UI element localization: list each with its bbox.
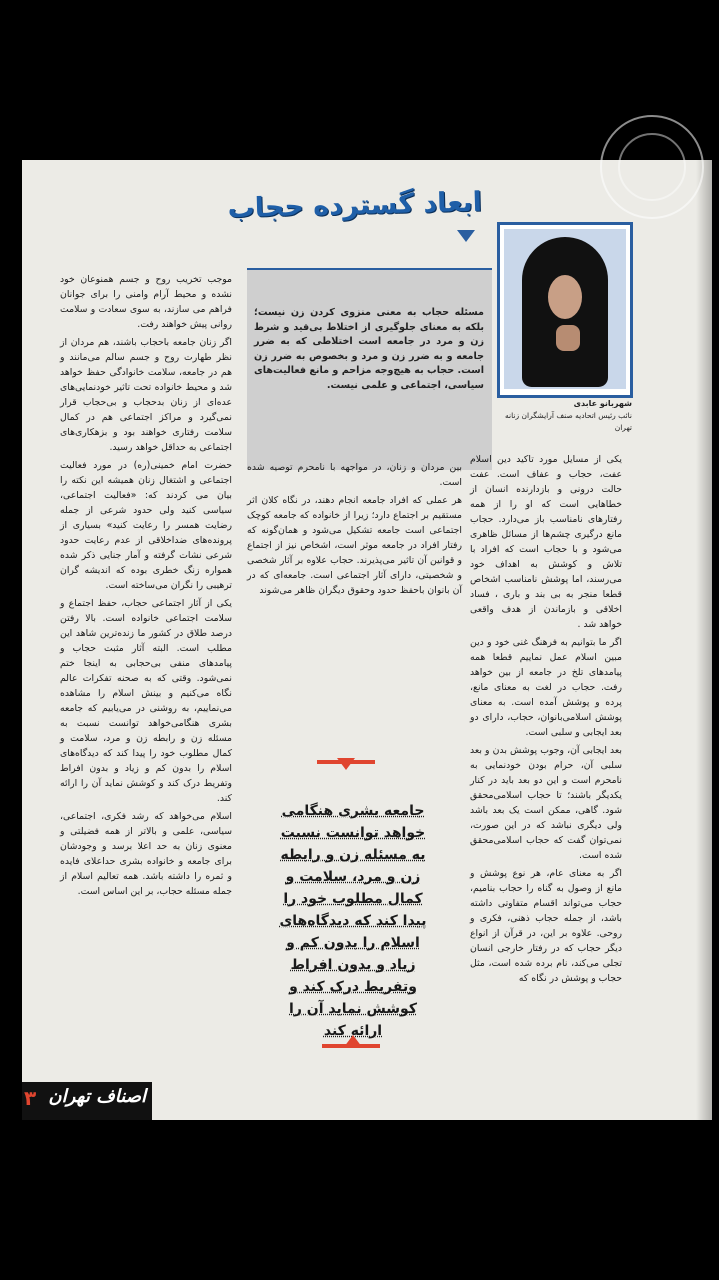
paragraph: موجب تخریب روح و جسم همنوعان خود نشده و محیط آرام وامنی را برای جوانان فراهم می سازند، به سوی سعادت و سلامت روانی پیش خواهند رفت. bbox=[60, 274, 232, 330]
paragraph: اسلام می‌خواهد که رشد فکری، اجتماعی، سیاسی، علمی و بالاتر از همه فضیلتی و معنوی زنان به حد اعلا برسد و وجودشان برای جامعه و خانواده بشری حداعلای فایده و ثمره را داشته باشد. همه تعالیم اسلام از جمله مسئله حجاب، بر این اساس است. bbox=[60, 811, 232, 897]
article-title: ابعاد گسترده حجاب bbox=[227, 186, 483, 225]
paragraph: اگر به معنای عام، هر نوع پوشش و مانع از وصول به گناه را حجاب بنامیم، حجاب می‌تواند اقسام متفاوتی داشته باشد، از جمله حجاب ذهنی، فکری و روحی. علاوه بر این، در قرآن از انواع دیگر حجاب که در رفتار خارجی انسان تجلی می‌کند، نام برده شده است، مثل حجاب و پوشش در نگاه که bbox=[470, 868, 622, 984]
magazine-page bbox=[22, 160, 712, 1120]
pull-quote-text: جامعه بشری هنگامی خواهد توانست نسبت به مسئله زن و رابطه زن و مرد، سلامت و کمال مطلوب خود را پیدا کند که دیدگاه‌های اسلام را بدون کم و زیاد و بدون افراط وتفریط درک کند و کوشش نماید آن را ارائه کند bbox=[279, 803, 427, 1039]
paragraph: اگر زنان جامعه باحجاب باشند، هم مردان از نظر طهارت روح و جسم سالم می‌مانند و هم در جامعه، سلامت خانوادگی حفظ خواهد شد و محیط خانواده تحت تاثیر خودنمایی‌های عده‌ای از زنان بدحجاب و بی‌حجاب قرار نمی‌گیرد و مراکز اجتماعی هم در کمال سلامت رفتاری خواهند بود و بزهکاری‌های اجتماعی به حداقل خواهد رسید. bbox=[60, 337, 232, 453]
paragraph: یکی از آثار اجتماعی حجاب، حفظ اجتماع و سلامت اجتماعی خانواده است. بالا رفتن درصد طلاق در کشور ما زنده‌ترین شاهد این مطلب است. البته آثار مثبت حجاب و پیامدهای منفی بی‌حجابی به اینجا ختم نمی‌شود. وقتی که به صحنه تفکرات عالم نگاه می‌کنیم و بینش اسلام را مشاهده می‌نماییم، به روشنی در می‌یابیم که جامعه بشری هنگامی‌خواهد توانست نسبت به مسئله زن و رابطه زن و مرد، سلامت و کمال مطلوب خود را پیدا کند که دیدگاه‌های اسلام را بدون کم و زیاد و بدون افراط وتفریط درک کند و کوشش نماید آن را ارائه کند. bbox=[60, 598, 232, 804]
author-caption bbox=[497, 398, 632, 434]
pull-quote-top-triangle bbox=[337, 758, 355, 770]
paragraph: اگر ما بتوانیم به فرهنگ غنی خود و دین مبین اسلام عمل نماییم قطعا همه پیامدهای تلخ در جامعه از بین خواهد رفت. حجاب در لغت به معنای مانع، پرده و پوشش آمده است. به معنای پوشش اسلامی‌بانوان، حجاب، دارای دو بعد ایجابی و سلبی است. bbox=[470, 637, 622, 738]
column-middle bbox=[247, 460, 462, 601]
column-right bbox=[470, 452, 622, 989]
intro-box bbox=[247, 268, 492, 470]
pull-quote-bottom-rule bbox=[322, 1044, 380, 1048]
intro-text: مسئله حجاب به معنی منزوی کردن زن نیست؛ بلکه به معنای جلوگیری از اختلاط بی‌قید و شرط زن و مرد در جامعه است اختلاطی که به ضرر جامعه و به ضرر زن و مرد و بخصوص به ضرر زن است. حجاب به هیچ‌وجه مزاحم و مانع فعالیت‌های سیاسی، اجتماعی و علمی نیست. bbox=[254, 307, 484, 391]
author-photo bbox=[504, 229, 626, 389]
paragraph: بعد ایجابی آن، وجوب پوشش بدن و بعد سلبی آن، حرام بودن خودنمایی به نامحرم است و این دو بعد باید در کنار یکدیگر باشند؛ تا حجاب اسلامی‌محقق شود. گاهی، ممکن است یک بعد باشد ولی دیگری نباشد که در این صورت، نمی‌توان گفت که حجاب اسلامی‌محقق شده است. bbox=[470, 745, 622, 861]
author-photo-frame bbox=[497, 222, 633, 398]
author-name: شهربانو عابدی bbox=[573, 399, 632, 408]
magazine-brand: اصناف تهران bbox=[48, 1086, 146, 1107]
column-left bbox=[60, 272, 232, 902]
paragraph: یکی از مسایل مورد تاکید دین اسلام عفت، حجاب و عفاف است. عفت حالت درونی و بازدارنده انسان از خطاهایی است که او را از همه رفتارهای نامناسب باز می‌دارد. حجاب مانع درگیری چشم‌ها از مسائل ظاهری می‌شود و با حجاب است که افراد با تلاش و کوشش به اهداف خود می‌رسند، اما پوشش نامناسب اشخاص قطعا منجر به بی بند و باری ، فساد اخلاقی و بازماندن از هدف واقعی خواهد شد . bbox=[470, 454, 622, 630]
pull-quote bbox=[278, 800, 428, 1042]
paragraph: حضرت امام خمینی(ره) در مورد فعالیت اجتماعی و اشتغال زنان همیشه این نکته را بیان می کردند که: «فعالیت اجتماعی، سیاسی کنید ولی حدود شرعی از جمله رضایت همسر را رعایت کنید» بسیاری از پرونده‌های ضداخلاقی از عدم رعایت حدود شرعی نشات گرفته و آمار جنایی ذکر شده همواره زنگ خطری بوده که اندیشه گران ترهیبی را نگران می‌ساخته است. bbox=[60, 460, 232, 591]
author-role: نائب رئیس اتحادیه صنف آرایشگران زنانه تهران bbox=[505, 411, 632, 432]
paragraph: بین مردان و زنان، در مواجهه با نامحرم توصیه شده است. bbox=[247, 462, 462, 488]
page-edge-shadow bbox=[696, 160, 712, 1120]
title-triangle-marker bbox=[457, 230, 475, 242]
paragraph: هر عملی که افراد جامعه انجام دهند، در نگاه کلان اثر مستقیم بر اجتماع دارد؛ زیرا از خانواده که جامعه کوچک اجتماعی است جامعه تشکیل می‌شود و همان‌گونه که رفتار افراد در جامعه موثر است، اشخاص نیز از اجتماع و قوانین آن تاثیر می‌پذیرند. حجاب علاوه بر آثار شخصی و شخصیتی، دارای آثار اجتماعی است. جامعه‌ای که در آن بانوان باحفظ حدود وحقوق دیگران ظاهر می‌شوند bbox=[247, 495, 462, 596]
camera-overlay-button[interactable] bbox=[600, 115, 704, 219]
page-number: ۳ bbox=[24, 1086, 37, 1110]
magazine-brand-bar bbox=[22, 1082, 152, 1120]
